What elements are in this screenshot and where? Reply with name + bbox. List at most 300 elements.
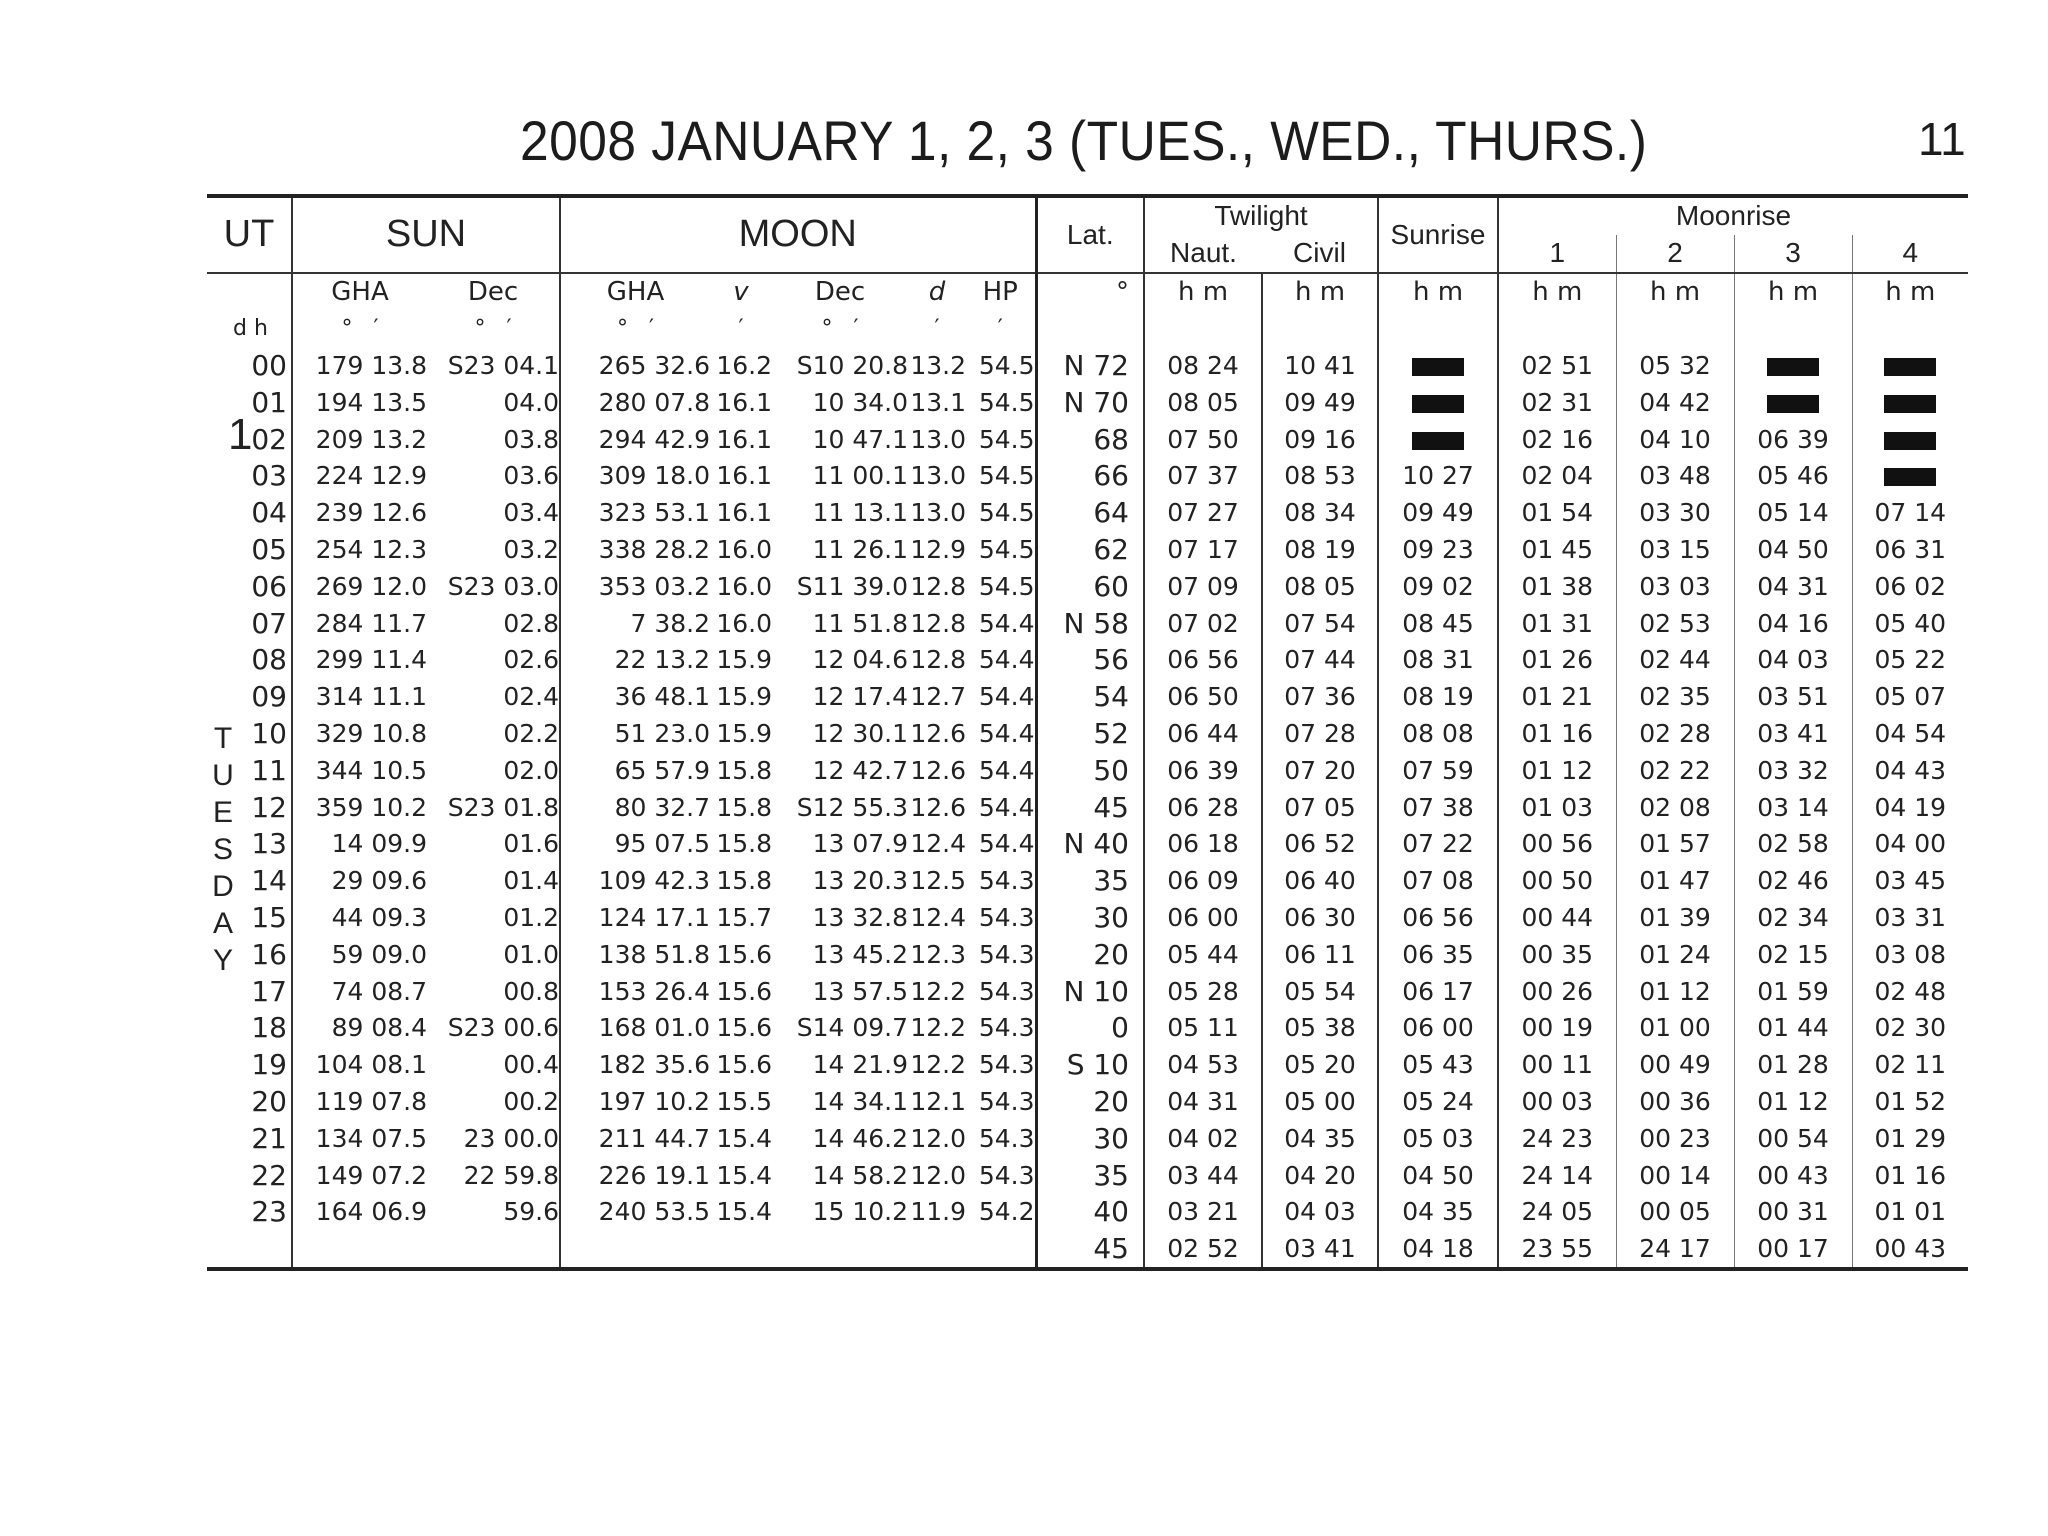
moonrise-4-cell [1852, 384, 1968, 421]
moonrise-4-cell: 03 08 [1852, 936, 1968, 973]
lat-cell: N 70 [1036, 384, 1144, 421]
sunrise-cell: 09 23 [1378, 531, 1498, 568]
naut-twilight-cell: 06 56 [1144, 642, 1262, 679]
sunrise-cell [1378, 384, 1498, 421]
sunrise-cell: 07 22 [1378, 826, 1498, 863]
sun-gha-cell: 224 12.9 [292, 458, 427, 495]
moon-dec-cell: 14 34.1 [812, 1087, 908, 1117]
sunrise-cell: 07 59 [1378, 752, 1498, 789]
moon-hp-cell: 54.3 [978, 939, 1035, 969]
moon-hp-header: HP [982, 276, 1018, 307]
moon-hp-cell: 54.5 [978, 498, 1035, 528]
moonrise-1-cell: 00 11 [1498, 1046, 1616, 1083]
moonrise-2-cell: 02 44 [1616, 642, 1734, 679]
moonrise-4-cell: 06 02 [1852, 568, 1968, 605]
moonrise-1-cell: 23 55 [1498, 1230, 1616, 1269]
moon-v-cell: 15.5 [716, 1087, 772, 1117]
sun-gha-cell [292, 1230, 427, 1269]
day-letter: E [212, 796, 233, 829]
moon-v-cell: 15.6 [716, 976, 772, 1006]
moon-dec-cell: 14 58.2 [812, 1160, 908, 1190]
lat-cell: 54 [1036, 678, 1144, 715]
moonrise-1-cell: 01 45 [1498, 531, 1616, 568]
moon-dec-cell: 12 04.6 [812, 645, 908, 675]
naut-twilight-cell: 04 31 [1144, 1083, 1262, 1120]
moon-v-cell: 16.1 [716, 461, 772, 491]
sunrise-cell [1378, 421, 1498, 458]
moonrise-2-cell: 02 53 [1616, 605, 1734, 642]
moon-v-cell: 15.8 [716, 866, 772, 896]
civil-twilight-cell: 05 20 [1262, 1046, 1378, 1083]
sun-gha-cell: 14 09.9 [292, 826, 427, 863]
sun-gha-cell: 284 11.7 [292, 605, 427, 642]
sun-dec-cell: 03.2 [503, 535, 559, 565]
mr2-hm-header: h m [1616, 273, 1734, 311]
moonrise-day-3: 3 [1734, 235, 1852, 273]
naut-twilight-cell: 07 02 [1144, 605, 1262, 642]
moonrise-2-cell: 00 49 [1616, 1046, 1734, 1083]
moonrise-1-cell: 02 04 [1498, 458, 1616, 495]
moonrise-3-cell: 01 59 [1734, 973, 1852, 1010]
moonrise-3-cell: 03 51 [1734, 678, 1852, 715]
lat-cell: N 58 [1036, 605, 1144, 642]
moonrise-3-cell: 00 54 [1734, 1120, 1852, 1157]
sun-dec-cell: 04.0 [503, 387, 559, 417]
moon-hp-cell: 54.4 [978, 645, 1035, 675]
moon-v-cell: 15.9 [716, 682, 772, 712]
continuous-phenomenon-bar [1884, 358, 1936, 376]
sun-gha-cell: 299 11.4 [292, 642, 427, 679]
moon-dec-cell: S14 09.7 [796, 1013, 908, 1043]
moon-v-cell: 15.4 [716, 1197, 772, 1227]
sunrise-cell [1378, 347, 1498, 384]
moonrise-4-cell: 01 52 [1852, 1083, 1968, 1120]
sun-gha-header: GHA [292, 273, 427, 311]
lat-cell: 62 [1036, 531, 1144, 568]
sun-dec-cell: 22 59.8 [463, 1160, 559, 1190]
moon-dec-cell [772, 1230, 908, 1269]
moonrise-3-cell: 01 28 [1734, 1046, 1852, 1083]
moonrise-1-cell: 24 14 [1498, 1157, 1616, 1194]
moonrise-2-cell: 04 42 [1616, 384, 1734, 421]
moonrise-1-cell: 02 16 [1498, 421, 1616, 458]
ut-hour-cell: 00 [251, 349, 287, 383]
ut-hour-cell: 21 [251, 1121, 287, 1155]
lat-cell: 20 [1036, 936, 1144, 973]
table-row [207, 1083, 1968, 1120]
moon-v-cell: 16.0 [716, 608, 772, 638]
moon-d-cell: 12.8 [910, 571, 966, 601]
ut-hour-cell: 22 [251, 1158, 287, 1192]
moon-dec-cell: 11 26.1 [812, 535, 908, 565]
sun-dec-cell: 00.8 [503, 976, 559, 1006]
moon-gha-cell: 80 32.7 [560, 789, 710, 826]
moon-hp-cell: 54.3 [978, 1013, 1035, 1043]
moon-v-cell: 16.1 [716, 498, 772, 528]
day-letter: U [212, 759, 234, 792]
moon-dec-cell: 12 42.7 [812, 755, 908, 785]
sunrise-cell: 06 35 [1378, 936, 1498, 973]
sunrise-cell: 07 08 [1378, 862, 1498, 899]
moonrise-2-cell: 01 00 [1616, 1010, 1734, 1047]
civil-twilight-cell: 09 49 [1262, 384, 1378, 421]
day-letter: S [212, 833, 233, 866]
sun-gha-cell: 104 08.1 [292, 1046, 427, 1083]
lat-cell: 60 [1036, 568, 1144, 605]
moonrise-1-cell: 00 56 [1498, 826, 1616, 863]
ut-hour-cell: 10 [251, 717, 287, 751]
ut-hour-cell: 12 [251, 790, 287, 824]
sun-dec-cell [427, 1230, 560, 1269]
moonrise-1-cell: 02 31 [1498, 384, 1616, 421]
naut-hm-header: h m [1144, 273, 1262, 311]
moon-d-cell [908, 1230, 966, 1269]
moonrise-3-cell: 02 34 [1734, 899, 1852, 936]
table-row [207, 347, 1968, 384]
sunrise-cell: 07 38 [1378, 789, 1498, 826]
sun-gha-cell: 359 10.2 [292, 789, 427, 826]
moonrise-3-cell: 03 32 [1734, 752, 1852, 789]
moonrise-1-cell: 00 50 [1498, 862, 1616, 899]
moonrise-1-cell: 01 26 [1498, 642, 1616, 679]
moon-hp-cell: 54.3 [978, 1123, 1035, 1153]
sun-dec-cell: 01.2 [503, 903, 559, 933]
lat-cell: 64 [1036, 494, 1144, 531]
moon-v-units: ′ [738, 316, 744, 342]
moonrise-2-cell: 01 39 [1616, 899, 1734, 936]
naut-twilight-cell: 03 44 [1144, 1157, 1262, 1194]
moonrise-1-cell: 00 35 [1498, 936, 1616, 973]
continuous-phenomenon-bar [1884, 468, 1936, 486]
sun-gha-cell: 194 13.5 [292, 384, 427, 421]
lat-cell: 45 [1036, 789, 1144, 826]
moon-d-cell: 12.0 [910, 1123, 966, 1153]
moon-dec-cell: 10 34.0 [812, 387, 908, 417]
lat-cell: 40 [1036, 1194, 1144, 1231]
moon-hp-cell [966, 1230, 1036, 1269]
moonrise-2-cell: 01 24 [1616, 936, 1734, 973]
mr3-hm-header: h m [1734, 273, 1852, 311]
moonrise-4-cell: 02 30 [1852, 1010, 1968, 1047]
moonrise-2-cell: 02 35 [1616, 678, 1734, 715]
moonrise-4-cell: 05 40 [1852, 605, 1968, 642]
moon-d-cell: 12.0 [910, 1160, 966, 1190]
moon-d-cell: 12.6 [910, 755, 966, 785]
moonrise-4-cell: 06 31 [1852, 531, 1968, 568]
sun-gha-cell: 329 10.8 [292, 715, 427, 752]
moon-dec-cell: 11 00.1 [812, 461, 908, 491]
moonrise-3-cell: 04 31 [1734, 568, 1852, 605]
moon-dec-cell: 13 20.3 [812, 866, 908, 896]
moon-d-cell: 13.0 [910, 424, 966, 454]
lat-cell: N 40 [1036, 826, 1144, 863]
moon-d-cell: 11.9 [910, 1197, 966, 1227]
page-title: 2008 JANUARY 1, 2, 3 (TUES., WED., THURS.) [520, 109, 1648, 172]
mr4-hm-header: h m [1852, 273, 1968, 311]
moonrise-2-cell: 03 30 [1616, 494, 1734, 531]
moon-v-cell: 16.0 [716, 535, 772, 565]
sun-gha-cell: 344 10.5 [292, 752, 427, 789]
moon-hp-cell: 54.5 [978, 387, 1035, 417]
moon-v-cell: 15.6 [716, 1050, 772, 1080]
table-row [207, 384, 1968, 421]
ut-hour-cell: 04 [251, 496, 287, 530]
sun-dec-cell: 02.2 [503, 719, 559, 749]
moonrise-2-cell: 24 17 [1616, 1230, 1734, 1269]
sun-gha-cell: 269 12.0 [292, 568, 427, 605]
naut-twilight-cell: 06 44 [1144, 715, 1262, 752]
table-row [207, 789, 1968, 826]
moon-gha-cell: 65 57.9 [560, 752, 710, 789]
moonrise-1-cell: 00 44 [1498, 899, 1616, 936]
naut-twilight-cell: 07 09 [1144, 568, 1262, 605]
lat-cell: 68 [1036, 421, 1144, 458]
sunrise-cell: 05 43 [1378, 1046, 1498, 1083]
moonrise-2-cell: 02 08 [1616, 789, 1734, 826]
moon-v-cell: 15.6 [716, 1013, 772, 1043]
moon-hp-cell: 54.4 [978, 719, 1035, 749]
moonrise-3-cell: 00 43 [1734, 1157, 1852, 1194]
table-row [207, 862, 1968, 899]
lat-cell: N 72 [1036, 347, 1144, 384]
table-row [207, 715, 1968, 752]
sunrise-cell: 09 49 [1378, 494, 1498, 531]
naut-twilight-cell: 05 28 [1144, 973, 1262, 1010]
moon-gha-cell: 109 42.3 [560, 862, 710, 899]
moonrise-4-cell: 03 45 [1852, 862, 1968, 899]
sun-dec-cell: 01.0 [503, 939, 559, 969]
moonrise-day-1: 1 [1498, 235, 1616, 273]
moonrise-3-cell: 04 50 [1734, 531, 1852, 568]
sun-gha-cell: 134 07.5 [292, 1120, 427, 1157]
moonrise-1-cell: 01 21 [1498, 678, 1616, 715]
civil-twilight-cell: 06 40 [1262, 862, 1378, 899]
moonrise-4-cell [1852, 347, 1968, 384]
lat-cell: 45 [1036, 1230, 1144, 1269]
moon-d-cell: 13.0 [910, 461, 966, 491]
ut-hour-cell: 23 [251, 1195, 287, 1229]
moon-v-cell: 15.4 [716, 1160, 772, 1190]
sun-gha-cell: 179 13.8 [292, 347, 427, 384]
naut-twilight-cell: 05 11 [1144, 1010, 1262, 1047]
sun-gha-cell: 59 09.0 [292, 936, 427, 973]
moonrise-2-cell: 03 03 [1616, 568, 1734, 605]
sunrise-cell: 08 19 [1378, 678, 1498, 715]
table-row [207, 568, 1968, 605]
naut-twilight-cell: 07 37 [1144, 458, 1262, 495]
moonrise-4-cell: 04 19 [1852, 789, 1968, 826]
sun-dec-cell: 03.8 [503, 424, 559, 454]
civil-twilight-cell: 03 41 [1262, 1230, 1378, 1269]
moon-dec-cell: 11 51.8 [812, 608, 908, 638]
moonrise-4-cell: 05 07 [1852, 678, 1968, 715]
ut-hour-cell [207, 1230, 292, 1269]
continuous-phenomenon-bar [1412, 432, 1464, 450]
moonrise-3-cell: 04 16 [1734, 605, 1852, 642]
moonrise-2-cell: 02 28 [1616, 715, 1734, 752]
lat-cell: S 10 [1036, 1046, 1144, 1083]
moon-hp-cell: 54.5 [978, 461, 1035, 491]
moonrise-2-cell: 00 14 [1616, 1157, 1734, 1194]
civil-twilight-cell: 05 38 [1262, 1010, 1378, 1047]
sun-gha-units: ° ′ [292, 310, 427, 347]
lat-header: Lat. [1036, 196, 1144, 273]
moonrise-1-cell: 01 31 [1498, 605, 1616, 642]
moonrise-2-cell: 00 23 [1616, 1120, 1734, 1157]
moon-gha-cell: 95 07.5 [560, 826, 710, 863]
moon-gha-cell: 7 38.2 [560, 605, 710, 642]
moonrise-3-cell: 03 14 [1734, 789, 1852, 826]
sun-dec-cell: 00.4 [503, 1050, 559, 1080]
civil-twilight-cell: 07 05 [1262, 789, 1378, 826]
moon-gha-cell: 309 18.0 [560, 458, 710, 495]
moon-d-cell: 12.2 [910, 1050, 966, 1080]
moonrise-1-cell: 01 54 [1498, 494, 1616, 531]
ut-hour-cell: 08 [251, 643, 287, 677]
moon-d-cell: 13.2 [910, 351, 966, 381]
moon-gha-cell: 226 19.1 [560, 1157, 710, 1194]
sun-dec-cell: 02.8 [503, 608, 559, 638]
moonrise-4-cell: 02 11 [1852, 1046, 1968, 1083]
naut-twilight-cell: 07 17 [1144, 531, 1262, 568]
sun-gha-cell: 254 12.3 [292, 531, 427, 568]
moonrise-1-cell: 01 12 [1498, 752, 1616, 789]
moonrise-4-cell: 04 00 [1852, 826, 1968, 863]
moon-hp-cell: 54.3 [978, 976, 1035, 1006]
sun-dec-cell: 23 00.0 [463, 1123, 559, 1153]
naut-twilight-cell: 08 24 [1144, 347, 1262, 384]
moon-gha-cell: 22 13.2 [560, 642, 710, 679]
moon-d-cell: 12.9 [910, 535, 966, 565]
moon-gha-cell: 265 32.6 [560, 347, 710, 384]
civil-twilight-cell: 08 19 [1262, 531, 1378, 568]
civil-twilight-cell: 06 52 [1262, 826, 1378, 863]
moon-gha-cell: 153 26.4 [560, 973, 710, 1010]
naut-twilight-cell: 06 18 [1144, 826, 1262, 863]
table-row [207, 642, 1968, 679]
moonrise-2-cell: 03 48 [1616, 458, 1734, 495]
moon-v-cell: 15.8 [716, 792, 772, 822]
sun-dec-cell: 03.6 [503, 461, 559, 491]
moon-hp-cell: 54.3 [978, 1050, 1035, 1080]
naut-twilight-cell: 06 09 [1144, 862, 1262, 899]
table-row [207, 752, 1968, 789]
moonrise-2-cell: 04 10 [1616, 421, 1734, 458]
table-row [207, 531, 1968, 568]
moon-v-cell: 16.1 [716, 424, 772, 454]
table-row [207, 1230, 1968, 1269]
sunrise-cell: 04 50 [1378, 1157, 1498, 1194]
moon-dec-header: Dec [814, 276, 866, 307]
sunrise-cell: 06 56 [1378, 899, 1498, 936]
moon-d-cell: 13.0 [910, 498, 966, 528]
sun-dec-cell: 01.4 [503, 866, 559, 896]
moon-v-cell: 15.7 [716, 903, 772, 933]
moon-gha-cell: 211 44.7 [560, 1120, 710, 1157]
moon-gha-cell: 168 01.0 [560, 1010, 710, 1047]
moonrise-4-cell: 07 14 [1852, 494, 1968, 531]
continuous-phenomenon-bar [1412, 358, 1464, 376]
civil-twilight-cell: 05 54 [1262, 973, 1378, 1010]
moon-hp-cell: 54.3 [978, 866, 1035, 896]
sun-dec-cell: 02.4 [503, 682, 559, 712]
moon-d-cell: 13.1 [910, 387, 966, 417]
day-letter: T [213, 722, 233, 755]
moonrise-4-cell: 00 43 [1852, 1230, 1968, 1269]
moon-hp-cell: 54.5 [978, 424, 1035, 454]
dh-header: d h [233, 316, 268, 342]
naut-twilight-cell: 07 27 [1144, 494, 1262, 531]
moon-dec-cell: 13 57.5 [812, 976, 908, 1006]
table-row [207, 973, 1968, 1010]
sunrise-cell: 10 27 [1378, 458, 1498, 495]
moonrise-3-cell: 00 17 [1734, 1230, 1852, 1269]
continuous-phenomenon-bar [1412, 395, 1464, 413]
moonrise-3-cell: 05 14 [1734, 494, 1852, 531]
moonrise-1-cell: 02 51 [1498, 347, 1616, 384]
sun-dec-cell: 00.2 [503, 1087, 559, 1117]
table-row [207, 494, 1968, 531]
moon-dec-cell: 13 07.9 [812, 829, 908, 859]
sunrise-cell: 04 35 [1378, 1194, 1498, 1231]
moonrise-2-cell: 03 15 [1616, 531, 1734, 568]
lat-cell: N 10 [1036, 973, 1144, 1010]
ut-hour-cell: 03 [251, 459, 287, 493]
sun-dec-cell: 03.4 [503, 498, 559, 528]
table-row [207, 1046, 1968, 1083]
moon-v-cell: 16.2 [716, 351, 772, 381]
moon-d-cell: 12.2 [910, 976, 966, 1006]
moon-header: MOON [560, 196, 1036, 273]
moon-dec-units: ° ′ [821, 316, 859, 342]
moonrise-3-cell: 02 46 [1734, 862, 1852, 899]
lat-cell: 30 [1036, 899, 1144, 936]
sun-dec-cell: S23 04.1 [447, 351, 559, 381]
lat-cell: 0 [1036, 1010, 1144, 1047]
sun-gha-cell: 44 09.3 [292, 899, 427, 936]
twilight-header: Twilight [1144, 196, 1378, 235]
moon-dec-cell: S11 39.0 [796, 571, 908, 601]
moon-d-cell: 12.1 [910, 1087, 966, 1117]
moonrise-4-cell: 01 16 [1852, 1157, 1968, 1194]
civil-twilight-cell: 08 34 [1262, 494, 1378, 531]
moon-hp-cell: 54.3 [978, 1087, 1035, 1117]
table-row [207, 1194, 1968, 1231]
sun-dec-cell: 59.6 [503, 1197, 559, 1227]
moon-hp-cell: 54.5 [978, 351, 1035, 381]
moon-dec-cell: S10 20.8 [796, 351, 908, 381]
ut-hour-cell: 06 [251, 569, 287, 603]
civil-twilight-cell: 07 28 [1262, 715, 1378, 752]
moon-gha-cell: 197 10.2 [560, 1083, 710, 1120]
header-row-main [207, 196, 1968, 235]
lat-cell: 66 [1036, 458, 1144, 495]
table-row [207, 1120, 1968, 1157]
moonrise-3-cell: 06 39 [1734, 421, 1852, 458]
sun-dec-header: Dec [467, 276, 519, 307]
moon-hp-cell: 54.3 [978, 903, 1035, 933]
sunrise-cell: 05 24 [1378, 1083, 1498, 1120]
sun-gha-cell: 164 06.9 [292, 1194, 427, 1231]
moonrise-2-cell: 01 47 [1616, 862, 1734, 899]
moonrise-3-cell: 01 44 [1734, 1010, 1852, 1047]
moonrise-2-cell: 01 12 [1616, 973, 1734, 1010]
civil-twilight-cell: 07 36 [1262, 678, 1378, 715]
moonrise-2-cell: 00 05 [1616, 1194, 1734, 1231]
moon-v-cell: 15.8 [716, 829, 772, 859]
moonrise-3-cell: 01 12 [1734, 1083, 1852, 1120]
moon-dec-cell: 14 21.9 [812, 1050, 908, 1080]
